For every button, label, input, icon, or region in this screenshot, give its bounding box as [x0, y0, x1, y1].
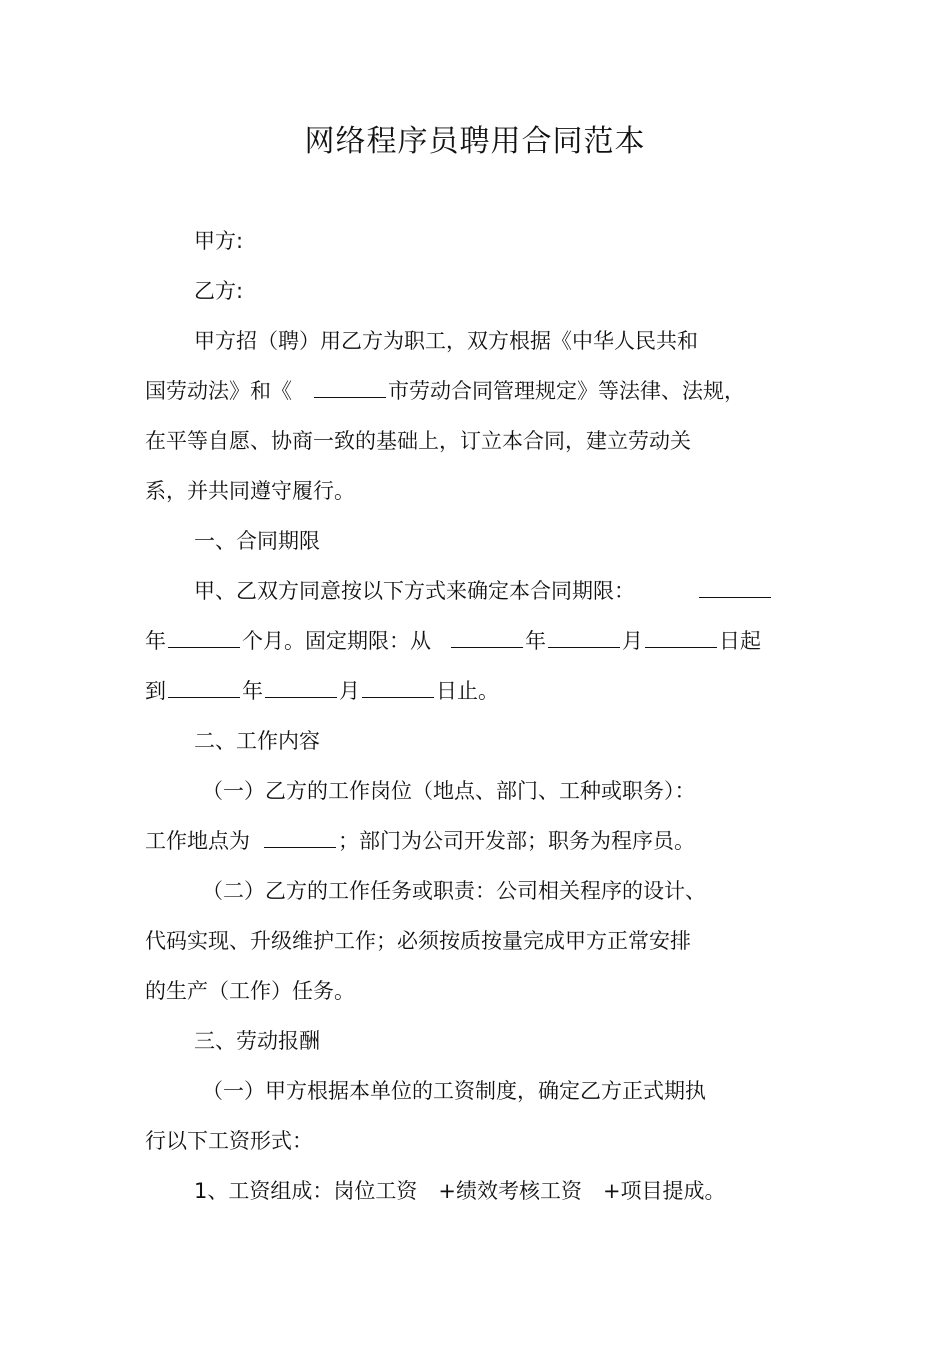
term-year-label: 年: [145, 629, 166, 653]
end-year-blank: [168, 679, 240, 698]
work-location-prefix: 工作地点为: [145, 829, 250, 853]
intro-line-2: [145, 376, 745, 406]
term-line-3: [145, 676, 499, 706]
work-item-1-title: （一）乙方的工作岗位（地点、部门、工种或职务）：: [202, 779, 696, 803]
work-item-2-line-1: （二）乙方的工作任务或职责：公司相关程序的设计、: [202, 879, 706, 903]
section-3-heading: 三、劳动报酬: [194, 1029, 320, 1053]
end-month-label: 月: [339, 679, 360, 703]
start-month-blank: [548, 629, 620, 648]
start-year-label: 年: [525, 629, 546, 653]
term-line-1-text: 甲、乙双方同意按以下方式来确定本合同期限：: [194, 579, 635, 603]
start-day-blank: [645, 629, 717, 648]
term-blank-2: [168, 629, 240, 648]
section-1-heading: 一、合同期限: [194, 529, 320, 553]
document-title: 网络程序员聘用合同范本: [304, 124, 646, 159]
section-2-heading: 二、工作内容: [194, 729, 320, 753]
end-day-blank: [362, 679, 434, 698]
term-line-2: [145, 626, 761, 656]
end-year-label: 年: [242, 679, 263, 703]
salary-composition-line: 1、工资组成：岗位工资 +绩效考核工资 +项目提成。: [194, 1179, 726, 1203]
intro-line-2a: 国劳动法》和《: [145, 379, 292, 403]
start-day-label: 日起: [719, 629, 761, 653]
party-a-label: 甲方:: [194, 229, 244, 253]
start-year-blank: [451, 629, 523, 648]
term-months-label: 个月。固定期限：从: [242, 629, 431, 653]
work-item-2-line-3: 的生产（工作）任务。: [145, 979, 355, 1003]
pay-item-1-line-1: （一）甲方根据本单位的工资制度，确定乙方正式期执: [202, 1079, 706, 1103]
start-month-label: 月: [622, 629, 643, 653]
work-location-blank: [264, 829, 336, 848]
work-item-2-line-2: 代码实现、升级维护工作；必须按质按量完成甲方正常安排: [145, 929, 691, 953]
end-to-label: 到: [145, 679, 166, 703]
intro-line-1: 甲方招（聘）用乙方为职工，双方根据《中华人民共和: [194, 329, 698, 353]
city-blank: [314, 379, 386, 398]
work-location-line: [145, 826, 695, 856]
end-day-label: 日止。: [436, 679, 499, 703]
work-location-suffix: ；部门为公司开发部；职务为程序员。: [338, 829, 695, 853]
term-line-1: [194, 576, 773, 606]
pay-item-1-line-2: 行以下工资形式：: [145, 1129, 313, 1153]
intro-line-2b: 市劳动合同管理规定》等法律、法规，: [388, 379, 745, 403]
intro-line-4: 系，并共同遵守履行。: [145, 479, 355, 503]
intro-line-3: 在平等自愿、协商一致的基础上，订立本合同，建立劳动关: [145, 429, 691, 453]
end-month-blank: [265, 679, 337, 698]
party-b-label: 乙方:: [194, 279, 244, 303]
term-blank-1: [699, 579, 771, 598]
